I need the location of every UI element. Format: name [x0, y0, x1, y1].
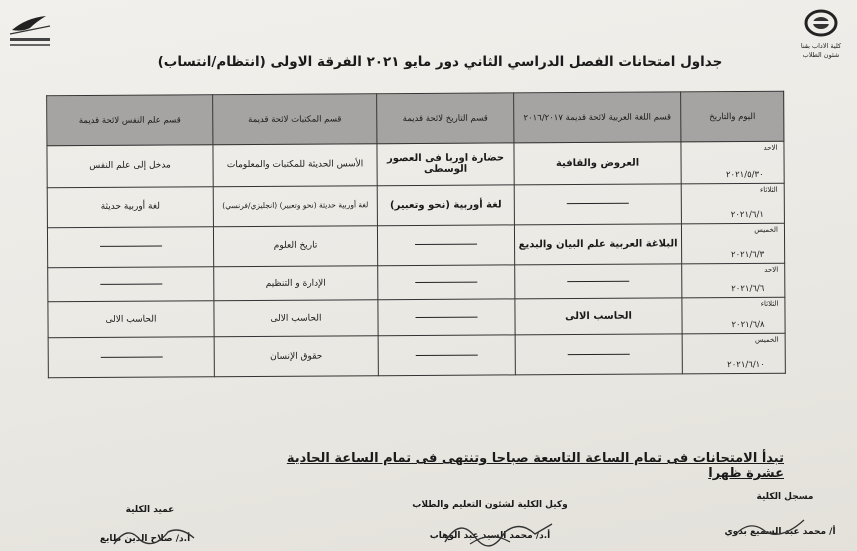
- subject-cell-arabic: [514, 224, 681, 265]
- dean-name: أ.د/ صلاح الدين طايع: [99, 534, 191, 544]
- subject-cell-history: [377, 143, 514, 186]
- subject-name: البلاغة العربية علم البيان والبديع: [518, 238, 678, 251]
- header-psychology: قسم علم النفس لائحة قديمة: [47, 95, 213, 146]
- subject-name: العروض والقافية: [555, 157, 640, 170]
- day-label: الاحد: [764, 265, 779, 274]
- subject-name: تاريخ العلوم: [273, 240, 318, 252]
- subject-cell-history: [377, 185, 514, 226]
- subject-cell-history: [378, 265, 515, 300]
- subject-name: الإدارة و التنظيم: [265, 278, 326, 289]
- day-date-cell: [682, 298, 785, 334]
- logo-caption: كلية الاداب بقنا: [800, 42, 842, 50]
- header-library: قسم المكتبات لائحة قديمة: [213, 94, 377, 145]
- faculty-logo: [793, 8, 849, 72]
- subject-cell-psych: [48, 267, 214, 303]
- day-label: الخميس: [754, 335, 779, 345]
- table-row: [48, 263, 785, 302]
- subject-cell-psych: [47, 187, 213, 228]
- table-row: [47, 223, 784, 267]
- subject-name: لغة أوربية (نحو وتعبير): [389, 199, 502, 212]
- date-label: ٢٠٢١/٦/٦: [731, 284, 765, 295]
- registrar-title: مسجل الكلية: [756, 492, 814, 502]
- subject-name: لغة أوربية حديثة (نحو وتعبير) (انجليزي/فرنسي): [222, 200, 369, 211]
- subject-cell-arabic: [514, 142, 681, 185]
- registrar-signature: [730, 512, 810, 542]
- subject-cell-library: [213, 186, 377, 227]
- day-date-cell: [681, 141, 784, 184]
- dean-signature: [110, 522, 200, 550]
- registrar-name: أ/ محمد عبد السميع بدوي: [724, 527, 836, 537]
- subject-name: الأسس الحديثة للمكتبات والمعلومات: [226, 159, 364, 171]
- subject-name: لغة أوربية حديثة: [100, 201, 160, 213]
- exam-time-notice: تبدأ الامتحانات فى تمام الساعة التاسعة صباحا وتنتهى فى تمام الساعة الحادية عشرة ظهرا: [286, 451, 784, 481]
- date-label: ٢٠٢١/٥/٣٠: [725, 169, 764, 181]
- subject-cell-library: [214, 266, 378, 302]
- vice-dean-signature: [440, 512, 560, 550]
- header-day-date: اليوم والتاريخ: [681, 91, 784, 142]
- empty-slot-dash: [100, 246, 162, 247]
- subject-cell-history: [378, 335, 515, 376]
- date-label: ٢٠٢١/٦/١٠: [727, 359, 765, 371]
- date-label: ٢٠٢١/٦/٨: [731, 319, 765, 331]
- page-title: جداول امتحانات الفصل الدراسي الثاني دور مايو ٢٠٢١ الفرقة الاولى (انتظام/انتساب): [157, 54, 723, 70]
- empty-slot-dash: [567, 280, 629, 281]
- table-row: [48, 298, 785, 338]
- day-date-cell: [682, 333, 785, 374]
- subject-cell-arabic: [515, 264, 682, 300]
- subject-cell-psych: [47, 227, 213, 268]
- exam-schedule-table: [46, 91, 786, 379]
- day-label: الاحد: [763, 143, 778, 152]
- subject-cell-history: [377, 225, 514, 266]
- subject-name: حضارة اوربا فى العصور الوسطى: [386, 152, 505, 176]
- table-row: [47, 183, 784, 227]
- empty-slot-dash: [568, 353, 630, 354]
- subject-cell-library: [213, 144, 377, 187]
- day-date-cell: [682, 263, 785, 298]
- subject-cell-library: [214, 336, 378, 377]
- vice-dean-name: أ.د/ محمد السيد عبد الوهاب: [429, 531, 551, 541]
- dean-title: عميد الكلية: [125, 505, 175, 515]
- day-date-cell: [681, 223, 784, 264]
- day-date-cell: [681, 183, 784, 224]
- empty-slot-dash: [567, 203, 629, 204]
- date-label: ٢٠٢١/٦/٣: [730, 249, 765, 260]
- subject-cell-psych: [48, 301, 214, 338]
- subject-cell-history: [378, 299, 515, 336]
- subject-name: الحاسب الالى: [565, 310, 632, 323]
- subject-cell-arabic: [515, 334, 682, 375]
- vice-dean-title: وكيل الكلية لشئون التعليم والطلاب: [412, 500, 568, 510]
- logo-subcaption: شئون الطلاب: [802, 51, 840, 59]
- subject-cell-psych: [48, 337, 214, 378]
- header-arabic: قسم اللغة العربية لائحة قديمة ٢٠١٦/٢٠١٧: [514, 92, 681, 143]
- subject-cell-psych: [47, 145, 213, 188]
- subject-name: حقوق الإنسان: [270, 351, 323, 362]
- faculty-emblem-icon: [803, 8, 839, 38]
- subject-name: مدخل إلى علم النفس: [89, 160, 171, 172]
- university-logo: [6, 12, 54, 52]
- table-row: [47, 141, 784, 187]
- day-label: الخميس: [754, 225, 779, 234]
- empty-slot-dash: [416, 354, 478, 355]
- empty-slot-dash: [415, 244, 477, 245]
- empty-slot-dash: [100, 356, 162, 357]
- day-label: الثلاثاء: [760, 300, 779, 309]
- table-header-row: [47, 91, 784, 146]
- subject-name: الحاسب الالى: [270, 313, 322, 324]
- empty-slot-dash: [100, 283, 162, 284]
- day-label: الثلاثاء: [759, 185, 778, 194]
- header-history: قسم التاريخ لائحة قديمة: [377, 93, 514, 144]
- empty-slot-dash: [416, 316, 478, 317]
- date-label: ٢٠٢١/٦/١: [730, 209, 764, 220]
- empty-slot-dash: [415, 281, 477, 282]
- subject-cell-arabic: [515, 298, 682, 335]
- subject-cell-library: [214, 300, 378, 337]
- subject-cell-library: [213, 226, 377, 267]
- subject-name: الحاسب الالى: [105, 314, 157, 325]
- subject-cell-arabic: [514, 184, 681, 225]
- table-row: [48, 333, 785, 377]
